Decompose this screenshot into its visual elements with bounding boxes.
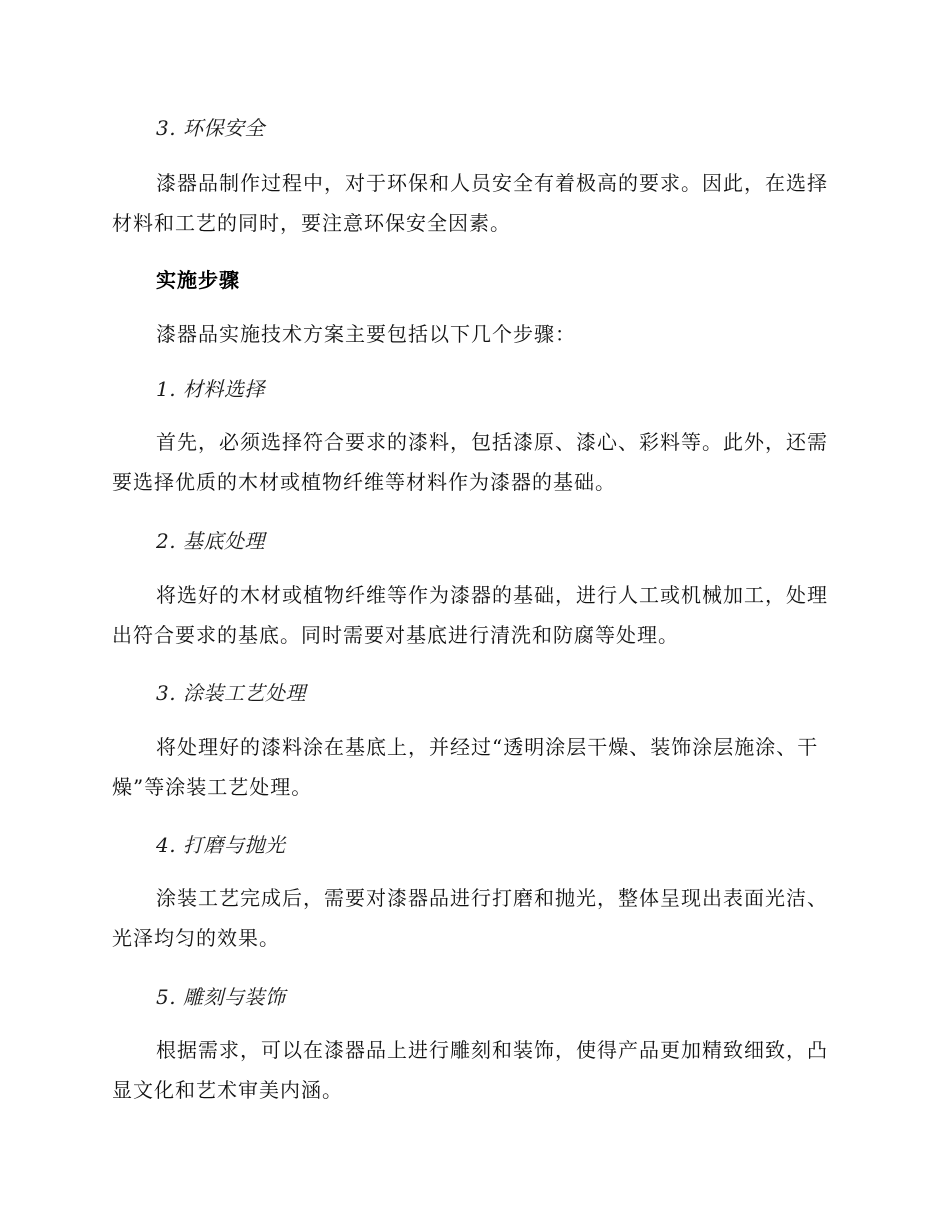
step-title-substrate-treatment: 2. 基底处理 <box>156 529 265 553</box>
section-title-environmental-safety: 3. 环保安全 <box>156 116 265 140</box>
paragraph-material-selection: 首先，必须选择符合要求的漆料，包括漆原、漆心、彩料等。此外，还需要选择优质的木材或植物纤维等材料作为漆器的基础。 <box>112 430 828 494</box>
step-title-coating-process: 3. 涂装工艺处理 <box>156 681 306 705</box>
paragraph-substrate-treatment: 将选好的木材或植物纤维等作为漆器的基础，进行人工或机械加工，处理出符合要求的基底。同时需要对基底进行清洗和防腐等处理。 <box>112 583 828 647</box>
paragraph-carving-decoration: 根据需求，可以在漆器品上进行雕刻和装饰，使得产品更加精致细致，凸显文化和艺术审美内涵。 <box>112 1038 828 1102</box>
heading-implementation-steps: 实施步骤 <box>156 268 240 292</box>
step-title-material-selection: 1. 材料选择 <box>156 377 265 401</box>
paragraph-steps-intro: 漆器品实施技术方案主要包括以下几个步骤： <box>156 322 576 346</box>
step-title-polishing: 4. 打磨与抛光 <box>156 833 286 857</box>
step-title-carving-decoration: 5. 雕刻与装饰 <box>156 985 286 1009</box>
paragraph-environmental-safety: 漆器品制作过程中，对于环保和人员安全有着极高的要求。因此，在选择材料和工艺的同时，要注意环保安全因素。 <box>112 171 828 235</box>
paragraph-polishing: 涂装工艺完成后，需要对漆器品进行打磨和抛光，整体呈现出表面光洁、光泽均匀的效果。 <box>112 886 828 950</box>
paragraph-coating-process: 将处理好的漆料涂在基底上，并经过“透明涂层干燥、装饰涂层施涂、干燥”等涂装工艺处理。 <box>112 735 819 799</box>
